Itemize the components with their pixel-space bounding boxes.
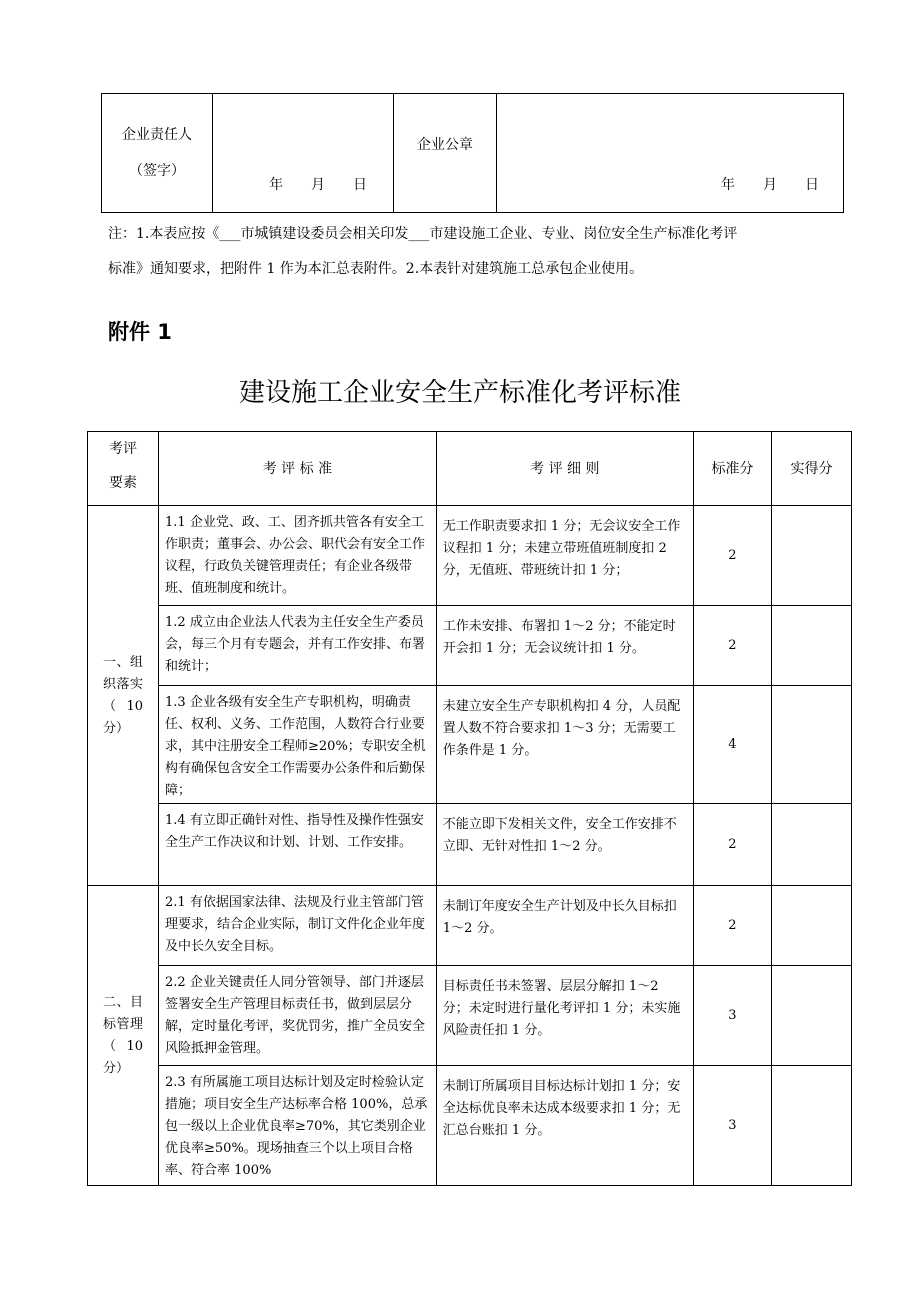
table-row [88, 886, 852, 966]
standard-cell: 1.2 成立由企业法人代表为主任安全生产委员会，每三个月有专题会，并有工作安排、布署和统计； [159, 606, 437, 686]
table-row [88, 506, 852, 606]
standard-cell: 2.3 有所属施工项目达标计划及定时检验认定措施；项目安全生产达标率合格 100%，总承包一级以上企业优良率≥70%，其它类别企业优良率≥50%。现场抽查三个以上项目合格率、符合率 100% [159, 1066, 437, 1186]
seal-label: 企业公章 [416, 137, 473, 153]
standard-cell: 2.2 企业关键责任人同分管领导、部门并逐层签署安全生产管理目标责任书，做到层层分解，定时量化考评，奖优罚劣，推广全员安全风险抵押金管理。 [159, 966, 437, 1066]
actual-score-cell[interactable] [772, 606, 852, 686]
score-cell: 3 [693, 966, 771, 1066]
table-row [88, 804, 852, 886]
note-line-1: 注：1.本表应按《___市城镇建设委员会相关印发___市建设施工企业、专业、岗位安全生产标准化考评 [108, 226, 738, 242]
seal-label-cell [393, 94, 496, 213]
page-title: 建设施工企业安全生产标准化考评标准 [238, 378, 681, 408]
score-cell: 2 [693, 886, 771, 966]
evaluation-table [87, 431, 852, 1186]
detail-cell: 不能立即下发相关文件，安全工作安排不立即、无针对性扣 1～2 分。 [436, 804, 693, 886]
detail-cell: 未制订所属项目目标达标计划扣 1 分；安全达标优良率未达成本级要求扣 1 分；无汇总台账扣 1 分。 [436, 1066, 693, 1186]
detail-cell: 目标责任书未签署、层层分解扣 1～2 分；未定时进行量化考评扣 1 分；未实施风险责任扣 1 分。 [436, 966, 693, 1066]
header-actual: 实得分 [772, 432, 852, 506]
actual-score-cell[interactable] [772, 506, 852, 606]
group-element [88, 886, 159, 1186]
note-line-2: 标准》通知要求，把附件 1 作为本汇总表附件。2.本表针对建筑施工总承包企业使用。 [108, 261, 644, 277]
signature-label: （签字） [129, 163, 186, 179]
attachment-heading: 附件 1 [108, 320, 172, 344]
responsible-label-cell [102, 94, 213, 213]
actual-score-cell[interactable] [772, 966, 852, 1066]
table-header-row [88, 432, 852, 506]
score-cell: 2 [693, 606, 771, 686]
header-score: 标准分 [693, 432, 771, 506]
standard-cell: 1.1 企业党、政、工、团齐抓共管各有安全工作职责；董事会、办公会、职代会有安全工作议程，行政负关键管理责任；有企业各级带班、值班制度和统计。 [159, 506, 437, 606]
standard-cell: 1.4 有立即正确针对性、指导性及操作性强安全生产工作决议和计划、计划、工作安排。 [159, 804, 437, 886]
actual-score-cell[interactable] [772, 804, 852, 886]
header-standard: 考 评 标 准 [159, 432, 437, 506]
responsible-signature-field [213, 94, 394, 213]
table-row [88, 606, 852, 686]
seal-field [496, 94, 843, 213]
score-cell: 4 [693, 686, 771, 804]
score-cell: 2 [693, 804, 771, 886]
group-element-label: 二、目标管理（10分） [103, 994, 143, 1076]
score-cell: 3 [693, 1066, 771, 1186]
detail-cell: 未制订年度安全生产计划及中长久目标扣 1～2 分。 [436, 886, 693, 966]
header-element-line2: 要素 [109, 475, 137, 491]
header-element-line1: 考评 [109, 441, 137, 457]
group-element-label: 一、组织落实（10分） [103, 654, 143, 736]
signature-table [101, 93, 844, 213]
detail-cell: 工作未安排、布署扣 1～2 分；不能定时开会扣 1 分；无会议统计扣 1 分。 [436, 606, 693, 686]
table-row [88, 686, 852, 804]
table-row [88, 966, 852, 1066]
actual-score-cell[interactable] [772, 686, 852, 804]
responsible-label: 企业责任人 [122, 127, 193, 143]
date-left: 年 月 日 [269, 177, 368, 193]
header-element [88, 432, 159, 506]
standard-cell: 1.3 企业各级有安全生产专职机构，明确责任、权利、义务、工作范围，人数符合行业要求，其中注册安全工程师≥20%；专职安全机构有确保包含安全工作需要办公条件和后勤保障； [159, 686, 437, 804]
detail-cell: 无工作职责要求扣 1 分；无会议安全工作议程扣 1 分；未建立带班值班制度扣 2 分，无值班、带班统计扣 1 分； [436, 506, 693, 606]
actual-score-cell[interactable] [772, 886, 852, 966]
actual-score-cell[interactable] [772, 1066, 852, 1186]
header-detail: 考 评 细 则 [436, 432, 693, 506]
standard-cell: 2.1 有依据国家法律、法规及行业主管部门管理要求，结合企业实际，制订文件化企业年度及中长久安全目标。 [159, 886, 437, 966]
detail-cell: 未建立安全生产专职机构扣 4 分，人员配置人数不符合要求扣 1～3 分；无需要工作条件是 1 分。 [436, 686, 693, 804]
date-right: 年 月 日 [721, 177, 819, 193]
table-row [88, 1066, 852, 1186]
note [108, 217, 848, 287]
group-element [88, 506, 159, 886]
score-cell: 2 [693, 506, 771, 606]
